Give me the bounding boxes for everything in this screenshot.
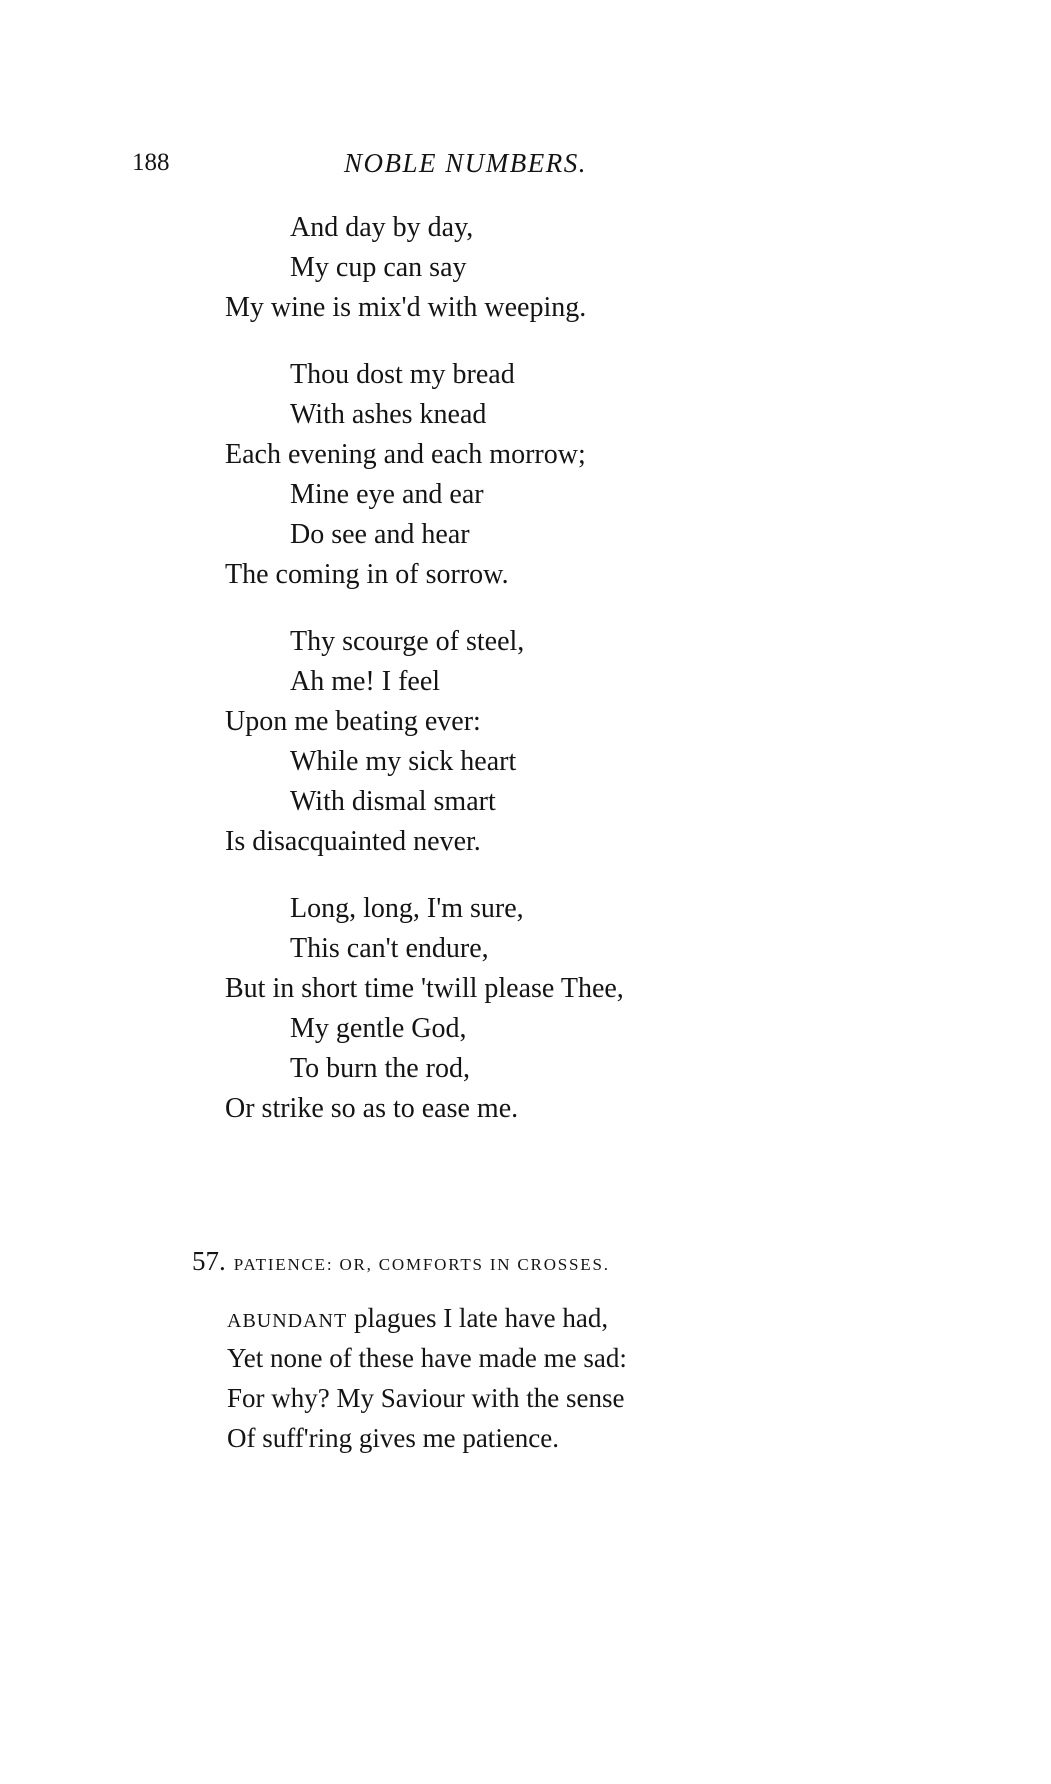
- poem-line: While my sick heart: [290, 746, 517, 777]
- section-title: PATIENCE: OR, COMFORTS IN CROSSES.: [233, 1255, 610, 1274]
- poem-line: To burn the rod,: [290, 1053, 471, 1084]
- stanza: [225, 208, 624, 328]
- poem-line: With dismal smart: [290, 786, 496, 817]
- poem-line: Each evening and each morrow;: [225, 439, 586, 470]
- section-number: 57.: [192, 1246, 226, 1276]
- poem-line: With ashes knead: [290, 399, 487, 430]
- poem-line: Upon me beating ever:: [225, 706, 481, 737]
- stanza: [225, 622, 624, 862]
- page-number: 188: [132, 149, 170, 176]
- poem-line: Or strike so as to ease me.: [225, 1093, 519, 1124]
- section-first-line: [227, 1298, 627, 1338]
- poem-line: Mine eye and ear: [290, 479, 484, 510]
- stanza: [225, 889, 624, 1129]
- section-heading: [192, 1244, 610, 1282]
- poem-line: Is disacquainted never.: [225, 826, 481, 857]
- section-body: [227, 1298, 627, 1458]
- section-line: Yet none of these have made me sad:: [227, 1343, 627, 1373]
- poem-line: Do see and hear: [290, 519, 470, 550]
- poem-line: But in short time 'twill please Thee,: [225, 973, 624, 1004]
- first-word: ABUNDANT: [227, 1310, 348, 1332]
- poem-line: The coming in of sorrow.: [225, 559, 509, 590]
- poem-line: This can't endure,: [290, 933, 489, 964]
- poem-line: My gentle God,: [290, 1013, 467, 1044]
- poem-line: Long, long, I'm sure,: [290, 893, 524, 924]
- running-head: NOBLE NUMBERS.: [344, 148, 587, 178]
- poem: [225, 208, 624, 1156]
- section-line: For why? My Saviour with the sense: [227, 1383, 625, 1413]
- section-line: Of suff'ring gives me patience.: [227, 1423, 560, 1453]
- poem-line: Thy scourge of steel,: [290, 626, 525, 657]
- poem-line: My cup can say: [290, 252, 467, 283]
- stanza: [225, 355, 624, 595]
- first-line-rest: plagues I late have had,: [347, 1303, 609, 1333]
- poem-line: And day by day,: [290, 212, 474, 243]
- poem-line: Ah me! I feel: [290, 666, 441, 697]
- poem-line: My wine is mix'd with weeping.: [225, 292, 587, 323]
- poem-line: Thou dost my bread: [290, 359, 515, 390]
